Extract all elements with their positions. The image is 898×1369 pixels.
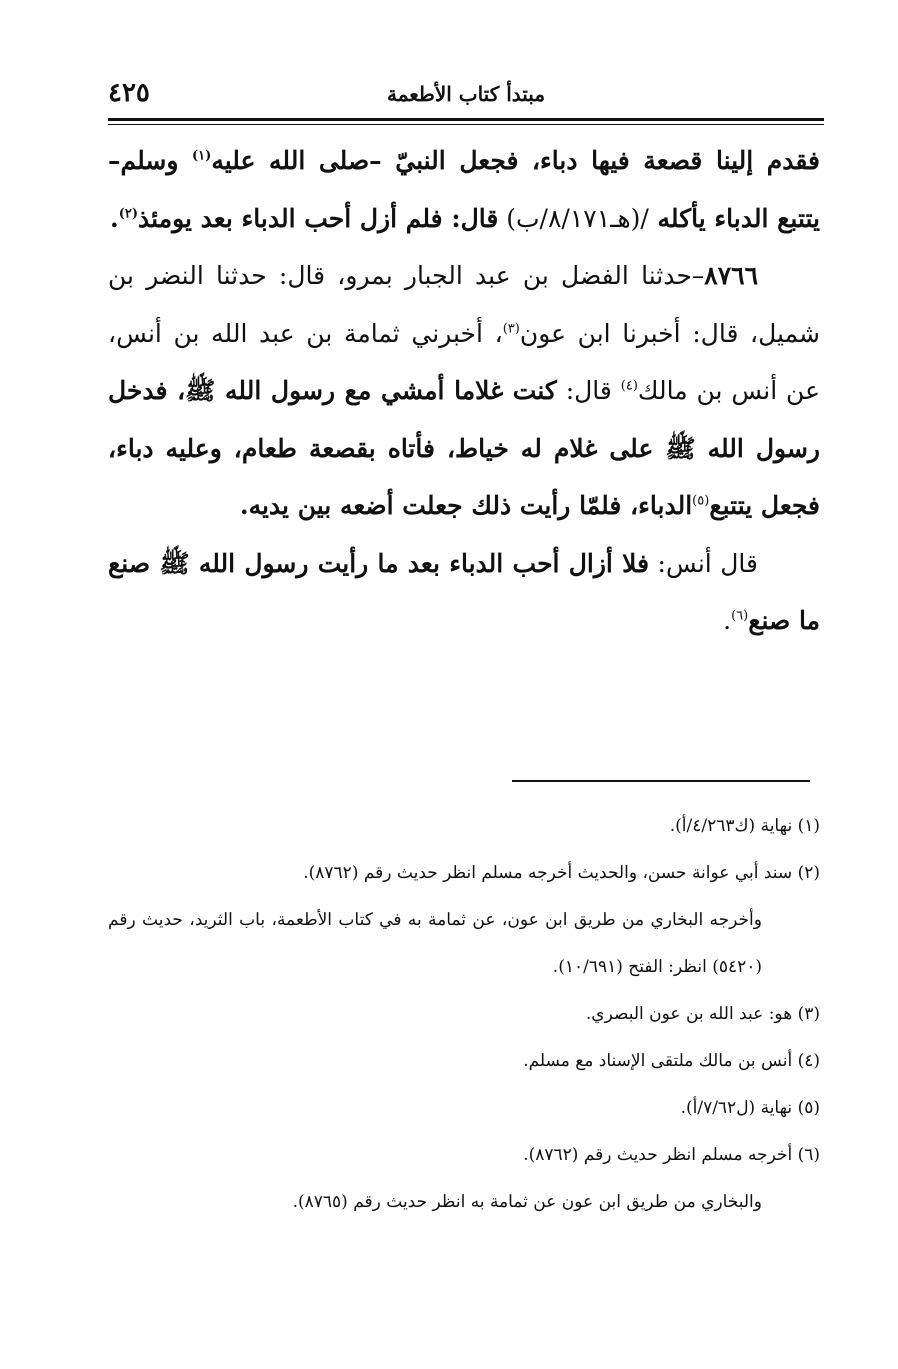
text-segment: . — [723, 606, 732, 635]
header-rule-thick — [108, 118, 824, 121]
footnote-ref: (٢) — [118, 206, 139, 222]
footnote-item: (٥) نهاية (ل٧/٦٢/أ). — [680, 1098, 820, 1118]
footnote-continuation: والبخاري من طريق ابن عون عن ثمامة به انظر حديث رقم (٨٧٦٥). — [292, 1192, 762, 1212]
hadith-number: ٨٧٦٦ — [704, 261, 758, 290]
footnote-ref: (٤) — [620, 378, 638, 394]
footnote-ref: (٦) — [731, 608, 749, 624]
footnote-item: (٤) أنس بن مالك ملتقى الإسناد مع مسلم. — [523, 1051, 820, 1071]
paragraph-continuation — [108, 132, 820, 247]
isnad-text: ، أخبرني ثمامة بن عبد الله بن أنس، عن أنس بن مالك — [108, 318, 820, 405]
footnote-item: (١) نهاية (ك٤/٢٦٣/أ). — [669, 816, 820, 836]
closing-paragraph — [108, 535, 820, 650]
text-segment: . — [110, 203, 119, 233]
text-segment: قال أنس: — [649, 548, 759, 578]
matn-text: الدباء، فلمّا رأيت ذلك جعلت أضعه بين يديه. — [239, 491, 693, 520]
footnote-item: (٦) أخرجه مسلم انظر حديث رقم (٨٧٦٢). — [523, 1145, 820, 1165]
matn-text: فلا أزال أحب الدباء بعد ما رأيت رسول الله ﷺ صنع ما صنع — [108, 548, 820, 635]
footnote-ref: (١) — [192, 148, 212, 164]
main-text — [108, 132, 820, 650]
footnote-item: (٢) سند أبي عوانة حسن، والحديث أخرجه مسلم انظر حديث رقم (٨٧٦٢). — [303, 863, 820, 883]
matn-text: كنت غلاما أمشي مع رسول الله ﷺ، فدخل رسول الله ﷺ على غلام له خياط، فأتاه بقصعة طعام، وعليه دباء، فجعل يتتبع — [108, 376, 820, 520]
footnote-continuation: وأخرجه البخاري من طريق ابن عون، عن ثمامة به في كتاب الأطعمة، باب الثريد، حديث رقم (٥٤٢٠) انظر: الفتح (١٠/٦٩١). — [108, 910, 762, 977]
page-number: ٤٢٥ — [108, 78, 150, 108]
header-rule-thin — [108, 124, 824, 125]
footnote-ref: (٥) — [692, 493, 710, 509]
footnote-ref: (٣) — [502, 321, 520, 337]
hadith-paragraph — [108, 247, 820, 535]
footnotes — [108, 803, 820, 1226]
footnote-item: (٣) هو: عبد الله بن عون البصري. — [585, 1004, 820, 1024]
page-header — [108, 78, 824, 118]
isnad-text: قال: — [556, 376, 621, 405]
footnote-separator — [512, 780, 810, 782]
running-title: مبتدأ كتاب الأطعمة — [386, 82, 546, 106]
text-segment: قال: فلم أزل أحب الدباء بعد يومئذ — [138, 203, 499, 233]
text-segment: فقدم إلينا قصعة فيها دباء، فجعل النبيّ –صلى الله عليه — [211, 146, 821, 175]
isnad-text: –حدثنا الفضل بن عبد الجبار بمرو، قال: حدثنا النضر بن شميل، قال: أخبرنا ابن عون — [108, 261, 821, 348]
manuscript-marker: /(هـ٨/١٧١/ب) — [498, 203, 649, 233]
text-segment: وسلم– يتتبع الدباء يأكله — [108, 146, 820, 233]
